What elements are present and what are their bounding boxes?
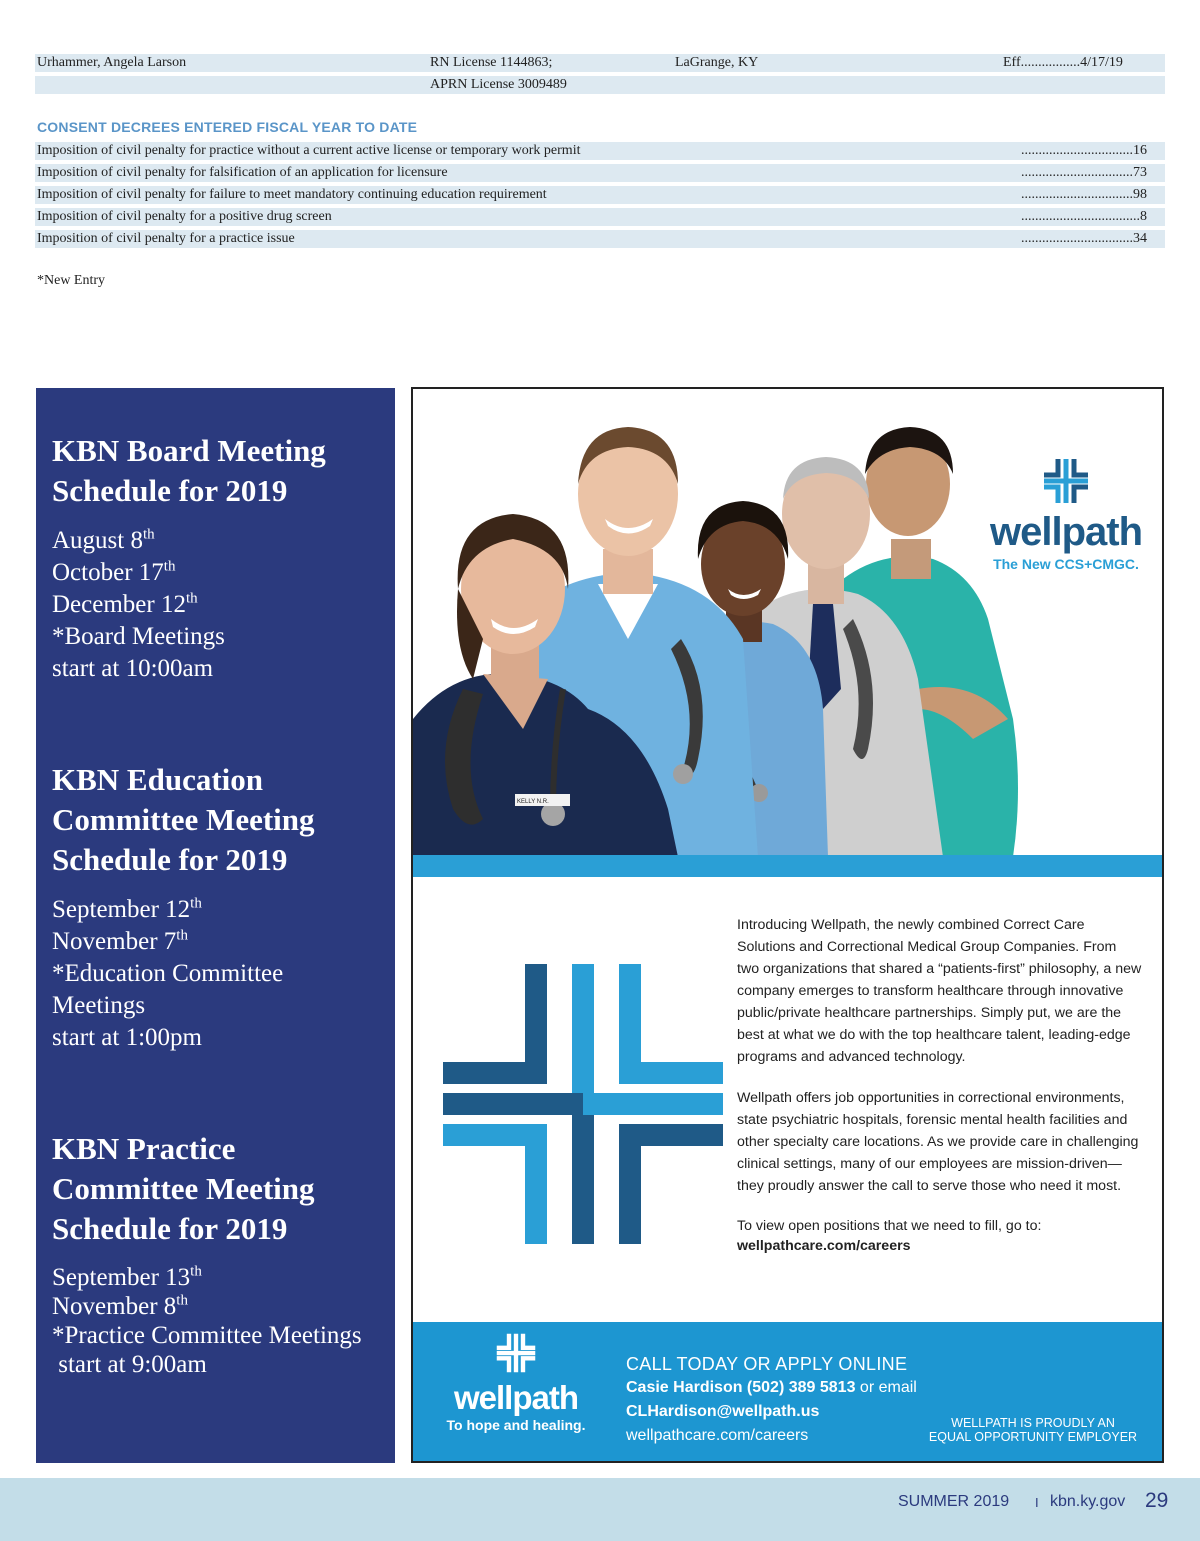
- contact-email-link[interactable]: CLHardison@wellpath.us: [626, 1403, 820, 1420]
- consent-count: ................................34: [1021, 231, 1147, 246]
- license-number-2: APRN License 3009489: [430, 77, 567, 92]
- cta-heading: CALL TODAY OR APPLY ONLINE: [626, 1354, 908, 1374]
- consent-label: Imposition of civil penalty for falsification of an application for licensure: [37, 165, 448, 180]
- consent-row: [35, 142, 1165, 160]
- ad-body-copy: [737, 914, 1142, 1275]
- education-committee-schedule: [52, 760, 387, 1054]
- licensee-name: Urhammer, Angela Larson: [37, 55, 187, 70]
- meeting-date: November 7th: [52, 927, 188, 955]
- wellpath-logo-top: [981, 457, 1151, 572]
- meeting-time: start at 1:00pm: [52, 1024, 202, 1051]
- meeting-date: December 12th: [52, 590, 198, 618]
- wellpath-wordmark: wellpath: [453, 1379, 579, 1416]
- wellpath-footer-tagline: To hope and healing.: [446, 1417, 586, 1433]
- page-footer: [0, 1478, 1200, 1541]
- consent-count: ................................98: [1021, 187, 1147, 202]
- issue-season: SUMMER 2019: [898, 1493, 1010, 1510]
- footer-separator: I: [1035, 1495, 1039, 1510]
- consent-decrees-title: CONSENT DECREES ENTERED FISCAL YEAR TO DATE: [37, 119, 418, 135]
- meeting-note: *Education Committee: [52, 960, 284, 987]
- licensee-location: LaGrange, KY: [675, 55, 759, 70]
- contact-website-link[interactable]: wellpathcare.com/careers: [626, 1427, 809, 1444]
- ad-contact-band: [413, 1322, 1162, 1463]
- ad-paragraph: To view open positions that we need to fill, go to: wellpathcare.com/careers: [737, 1216, 1142, 1256]
- consent-row: [35, 186, 1165, 204]
- effective-date: Eff.................4/17/19: [1003, 55, 1123, 70]
- svg-text:KELLY N.R.: KELLY N.R.: [517, 799, 549, 805]
- consent-count: ................................16: [1021, 143, 1147, 158]
- practice-committee-dates: [52, 1263, 387, 1379]
- consent-row: [35, 164, 1165, 182]
- consent-label: Imposition of civil penalty for a practice issue: [37, 231, 295, 246]
- practice-committee-schedule: [52, 1129, 387, 1379]
- page-number: 29: [1145, 1489, 1169, 1512]
- board-meeting-heading: KBN Board Meeting Schedule for 2019: [52, 433, 326, 508]
- meeting-note: *Practice Committee Meetings: [52, 1322, 362, 1349]
- wellpath-cross-icon: [1042, 457, 1090, 505]
- license-entry-row-2: [35, 76, 1165, 94]
- meeting-date: November 8th: [52, 1292, 188, 1320]
- education-committee-heading: KBN Education Committee Meeting Schedule for 2019: [52, 762, 315, 877]
- board-meeting-schedule: [52, 431, 387, 685]
- ad-paragraph: Introducing Wellpath, the newly combined Correct Care Solutions and Correctional Medical Group Companies. From two organizations that shared a “patients-first” philosophy, a new company emerges to transform healthcare through innovative public/private healthcare partnerships. Simply put, we are the best at what we do with the top healthcare talent, leading-edge programs and advanced technology.: [737, 917, 1142, 1065]
- contact-info: [626, 1352, 946, 1448]
- photo-accent-band: [413, 855, 1162, 877]
- meeting-date: September 12th: [52, 895, 202, 923]
- board-meeting-dates: [52, 525, 387, 685]
- wellpath-wordmark: wellpath: [989, 510, 1143, 554]
- meeting-note: *Board Meetings: [52, 623, 225, 650]
- wellpath-tagline: The New CCS+CMGC.: [993, 556, 1139, 572]
- equal-opportunity-statement: WELLPATH IS PROUDLY AN EQUAL OPPORTUNITY EMPLOYER: [928, 1416, 1138, 1444]
- consent-count: ................................73: [1021, 165, 1147, 180]
- wellpath-large-cross-icon: [443, 964, 723, 1244]
- license-entry-row: [35, 54, 1165, 72]
- meeting-time: start at 10:00am: [52, 655, 214, 682]
- wellpath-advertisement: [411, 387, 1164, 1463]
- careers-link[interactable]: wellpathcare.com/careers: [737, 1238, 911, 1254]
- wellpath-cross-icon: [495, 1332, 537, 1374]
- new-entry-note: *New Entry: [37, 273, 106, 288]
- healthcare-workers-photo: [413, 389, 1162, 857]
- consent-label: Imposition of civil penalty for failure to meet mandatory continuing education requirement: [37, 187, 547, 202]
- consent-row: [35, 230, 1165, 248]
- meeting-schedule-panel: [36, 388, 395, 1463]
- meeting-time: start at 9:00am: [52, 1351, 207, 1378]
- contact-line: Casie Hardison (502) 389 5813 or email: [626, 1379, 917, 1396]
- education-committee-dates: [52, 894, 387, 1054]
- meeting-date: October 17th: [52, 558, 176, 586]
- consent-row: [35, 208, 1165, 226]
- consent-label: Imposition of civil penalty for a positive drug screen: [37, 209, 332, 224]
- ad-paragraph: Wellpath offers job opportunities in correctional environments, state psychiatric hospitals, forensic mental health facilities and other specialty care locations. As we provide care in challenging clinical settings, many of our employees are mission-driven—they proudly answer the call to serve those who need it most.: [737, 1090, 1139, 1194]
- meeting-date: September 13th: [52, 1263, 202, 1291]
- meeting-date: August 8th: [52, 526, 155, 554]
- website-link[interactable]: kbn.ky.gov: [1050, 1493, 1126, 1510]
- wellpath-logo-footer: [441, 1332, 591, 1433]
- consent-count: ..................................8: [1021, 209, 1147, 224]
- license-number: RN License 1144863;: [430, 55, 553, 70]
- practice-committee-heading: KBN Practice Committee Meeting Schedule for 2019: [52, 1131, 315, 1246]
- meeting-note: Meetings: [52, 992, 146, 1019]
- consent-label: Imposition of civil penalty for practice without a current active license or temporary work permit: [37, 143, 581, 158]
